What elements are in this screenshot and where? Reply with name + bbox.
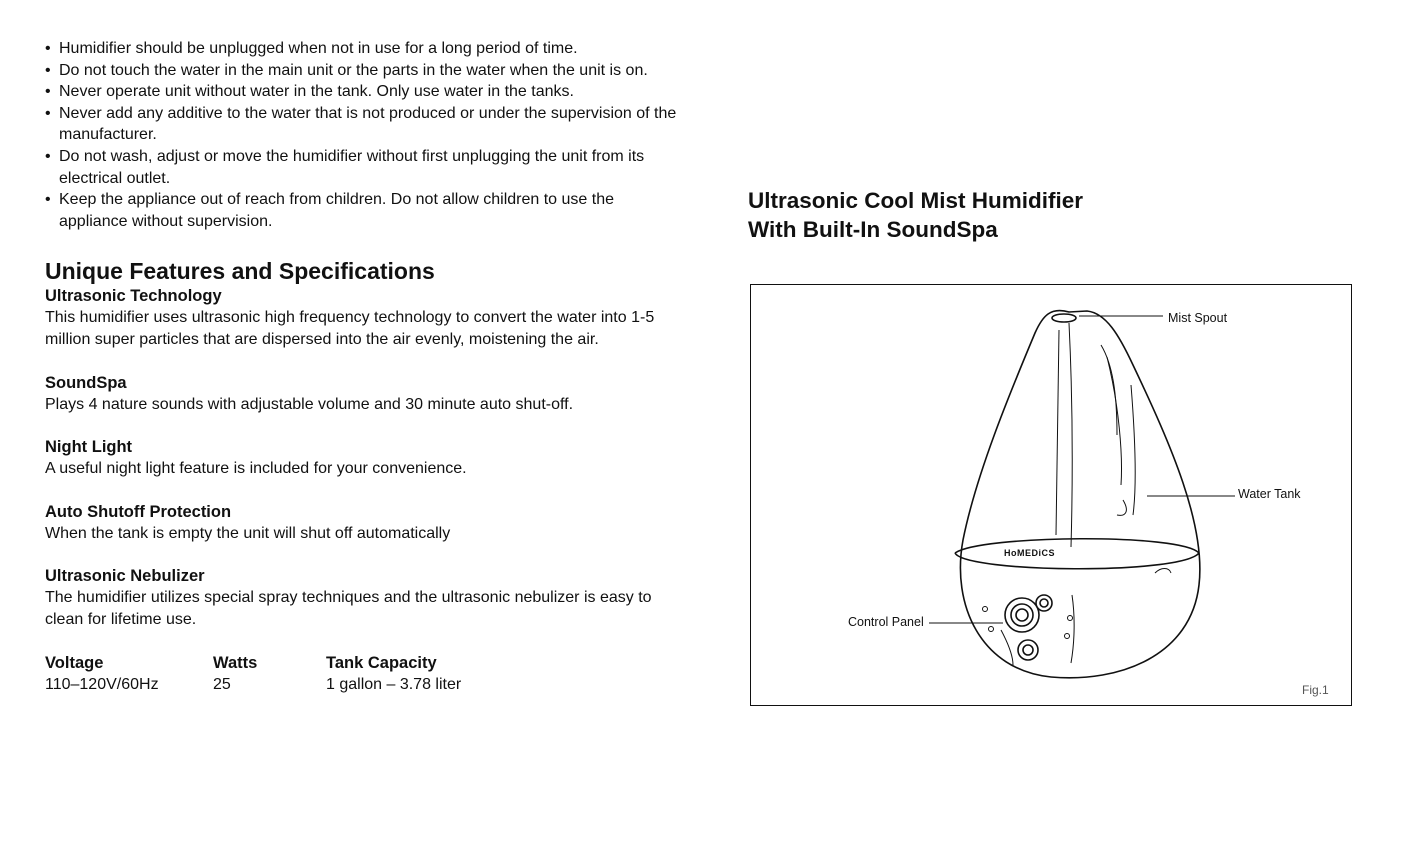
feature-soundspa <box>45 372 685 416</box>
product-title-line1: Ultrasonic Cool Mist Humidifier <box>748 188 1084 213</box>
warning-item: • Keep the appliance out of reach from children. Do not allow children to use the appliance without supervision. <box>45 189 685 232</box>
spec-label: Voltage <box>45 653 104 672</box>
spec-watts <box>213 652 326 696</box>
warnings-list <box>45 38 685 232</box>
product-title <box>748 186 1083 244</box>
callout-mist-spout: Mist Spout <box>1168 311 1228 325</box>
feature-ultrasonic-nebulizer <box>45 565 685 630</box>
left-column <box>45 38 685 696</box>
warning-item: • Never add any additive to the water that is not produced or under the supervision of the manufacturer. <box>45 103 685 146</box>
spec-value: 1 gallon – 3.78 liter <box>326 675 462 693</box>
mist-spout-shape <box>1052 314 1076 322</box>
warning-item: • Never operate unit without water in the tank. Only use water in the tanks. <box>45 81 685 103</box>
spec-value: 25 <box>213 675 231 693</box>
spec-label: Tank Capacity <box>326 653 437 672</box>
feature-text: A useful night light feature is included for your convenience. <box>45 460 467 478</box>
specs-table <box>45 652 685 696</box>
feature-title: SoundSpa <box>45 373 127 392</box>
feature-text: Plays 4 nature sounds with adjustable volume and 30 minute auto shut-off. <box>45 395 574 413</box>
spec-label: Watts <box>213 653 258 672</box>
feature-ultrasonic-technology <box>45 285 685 350</box>
warning-item: • Humidifier should be unplugged when not in use for a long period of time. <box>45 38 685 60</box>
warning-item: • Do not touch the water in the main unit or the parts in the water when the unit is on. <box>45 60 685 82</box>
base-band <box>955 539 1199 553</box>
callout-water-tank: Water Tank <box>1238 487 1301 501</box>
feature-text: The humidifier utilizes special spray techniques and the ultrasonic nebulizer is easy to clean for lifetime use. <box>45 589 652 628</box>
feature-night-light <box>45 436 685 480</box>
warning-item: • Do not wash, adjust or move the humidifier without first unplugging the unit from its electrical outlet. <box>45 146 685 189</box>
feature-title: Ultrasonic Nebulizer <box>45 567 205 586</box>
spec-value: 110–120V/60Hz <box>45 675 159 693</box>
feature-text: When the tank is empty the unit will shut off automatically <box>45 524 451 542</box>
feature-title: Ultrasonic Technology <box>45 287 222 306</box>
callout-control-panel: Control Panel <box>848 615 924 629</box>
spec-voltage <box>45 652 213 696</box>
section-title: Unique Features and Specifications <box>45 258 435 285</box>
feature-title: Auto Shutoff Protection <box>45 502 232 521</box>
feature-title: Night Light <box>45 438 133 457</box>
figure-label: Fig.1 <box>1302 683 1329 697</box>
brand-logo: HoMEDiCS <box>1004 548 1055 558</box>
control-dial <box>1005 598 1039 632</box>
spec-tank-capacity <box>326 652 461 696</box>
product-title-line2: With Built-In SoundSpa <box>748 217 998 242</box>
figure-humidifier <box>750 284 1352 706</box>
feature-auto-shutoff <box>45 501 685 545</box>
feature-text: This humidifier uses ultrasonic high frequency technology to convert the water into 1-5 million super particles that are dispersed into the air evenly, moistening the air. <box>45 309 655 348</box>
